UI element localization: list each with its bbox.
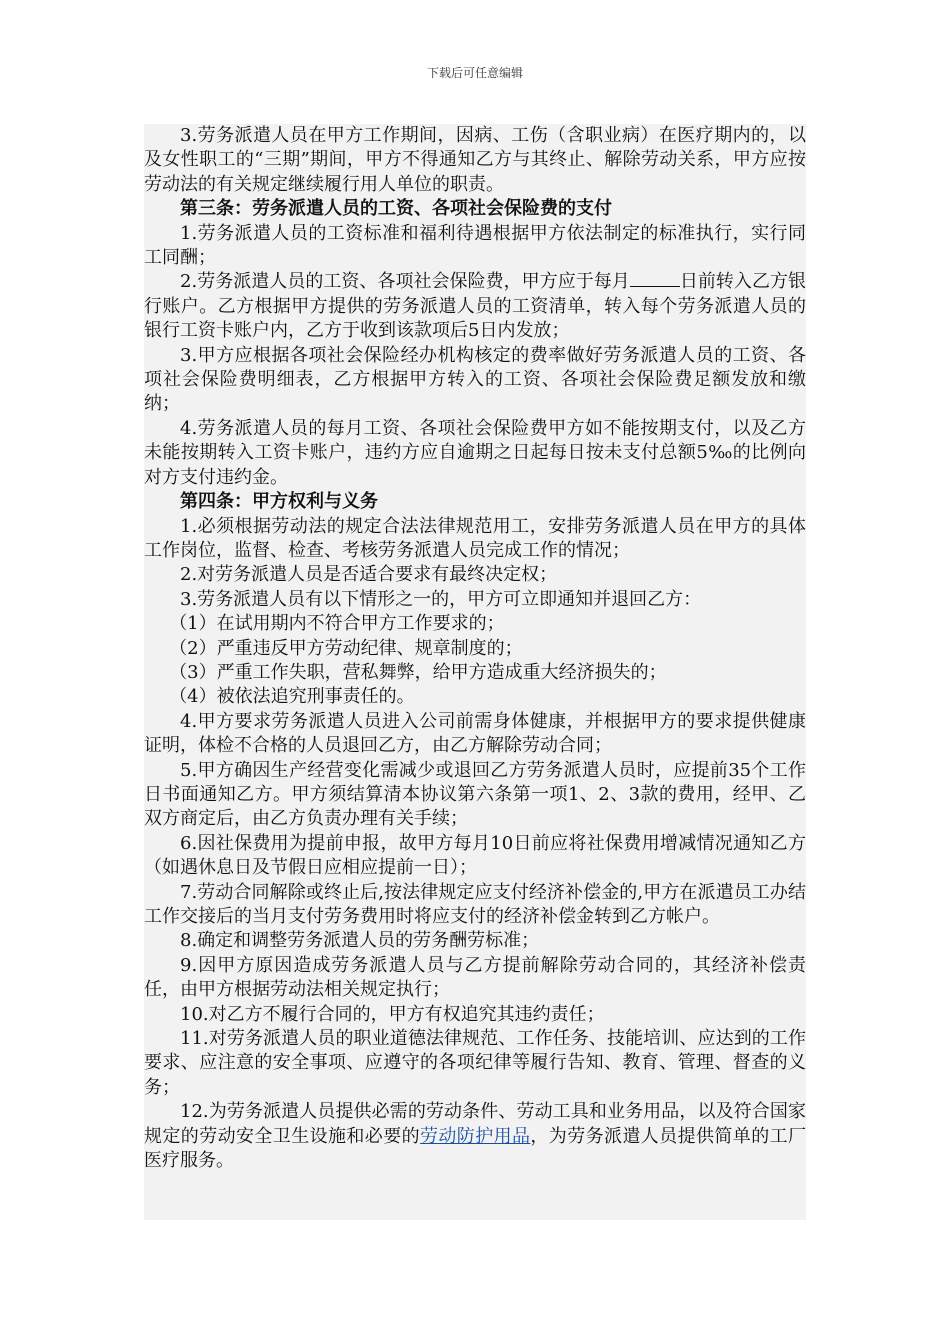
date-blank-field	[630, 270, 680, 287]
article-3-item-2-part-a: 2.劳务派遣人员的工资、各项社会保险费，甲方应于每月	[180, 271, 630, 293]
article-4-item-2: 2.对劳务派遣人员是否适合要求有最终决定权；	[180, 564, 558, 586]
page-header-note: 下载后可任意编辑	[426, 66, 523, 80]
article-3-item-2-part-b: 日前转入乙方银行账户。乙方根据甲方提供的劳务派遣人员的工资清单，转入每个劳务派遣人员的银行工资卡账户内，乙方于收到该款项后5日内发放；	[144, 271, 806, 342]
article-3-heading: 第三条：劳务派遣人员的工资、各项社会保险费的支付	[180, 198, 612, 220]
article-4-item-3-sub-4: （4）被依法追究刑事责任的。	[169, 686, 415, 708]
article-3-item-1: 1.劳务派遣人员的工资标准和福利待遇根据甲方依法制定的标准执行，实行同工同酬；	[144, 222, 806, 269]
article-3-item-4: 4.劳务派遣人员的每月工资、各项社会保险费甲方如不能按期支付，以及乙方未能按期转入工资卡账户，违约方应自逾期之日起每日按未支付总额5‰的比例向对方支付违约金。	[144, 417, 806, 488]
article-4-item-10: 10.对乙方不履行合同的，甲方有权追究其违约责任；	[180, 1003, 605, 1025]
article-3-item-3: 3.甲方应根据各项社会保险经办机构核定的费率做好劳务派遣人员的工资、各项社会保险费明细表，乙方根据甲方转入的工资、各项社会保险费足额发放和缴纳；	[144, 344, 806, 415]
article-4-item-7: 7.劳动合同解除或终止后,按法律规定应支付经济补偿金的,甲方在派遣员工办结工作交接后的当月支付劳务费用时将应支付的经济补偿金转到乙方帐户。	[144, 881, 806, 927]
article-4-item-6: 6.因社保费用为提前申报，故甲方每月10日前应将社保费用增减情况通知乙方（如遇休息日及节假日应相应提前一日）；	[144, 832, 806, 879]
article-4-item-5: 5.甲方确因生产经营变化需减少或退回乙方劳务派遣人员时，应提前35个工作日书面通知乙方。甲方须结算清本协议第六条第一项1、2、3款的费用，经甲、乙双方商定后，由乙方负责办理有关手续；	[144, 759, 806, 830]
protective-equipment-link[interactable]: 劳动防护用品	[420, 1125, 531, 1147]
article-4-item-4: 4.甲方要求劳务派遣人员进入公司前需身体健康，并根据甲方的要求提供健康证明，体检不合格的人员退回乙方，由乙方解除劳动合同；	[144, 710, 806, 757]
article-4-item-3-sub-1: （1）在试用期内不符合甲方工作要求的；	[169, 613, 505, 635]
article-4-item-3-sub-2: （2）严重违反甲方劳动纪律、规章制度的；	[169, 637, 523, 659]
article-4-item-3-sub-3: （3）严重工作失职，营私舞弊，给甲方造成重大经济损失的；	[169, 661, 667, 683]
paragraph-3-sick-leave: 3.劳务派遣人员在甲方工作期间，因病、工伤（含职业病）在医疗期内的，以及女性职工的“三期”期间，甲方不得通知乙方与其终止、解除劳动关系，甲方应按劳动法的有关规定继续履行用人单位的职责。	[144, 125, 806, 195]
article-4-item-11: 11.对劳务派遣人员的职业道德法律规范、工作任务、技能培训、应达到的工作要求、应注意的安全事项、应遵守的各项纪律等履行告知、教育、管理、督查的义务；	[144, 1028, 806, 1098]
article-4-heading: 第四条：甲方权利与义务	[180, 491, 378, 513]
article-4-item-3: 3.劳务派遣人员有以下情形之一的，甲方可立即通知并退回乙方：	[180, 588, 702, 610]
article-4-item-9: 9.因甲方原因造成劳务派遣人员与乙方提前解除劳动合同的，其经济补偿责任，由甲方根据劳动法相关规定执行；	[144, 954, 806, 1001]
document-body	[144, 124, 806, 1220]
article-4-item-1: 1.必须根据劳动法的规定合法法律规范用工，安排劳务派遣人员在甲方的具体工作岗位，监督、检查、考核劳务派遣人员完成工作的情况；	[144, 515, 806, 561]
article-4-item-12-part-b: ，为劳务派遣人员提供简单的工厂医疗服务。	[144, 1125, 806, 1172]
article-4-item-12	[144, 1100, 806, 1173]
article-3-item-2	[144, 270, 806, 343]
article-4-item-12-part-a: 12.为劳务派遣人员提供必需的劳动条件、劳动工具和业务用品，以及符合国家规定的劳动安全卫生设施和必要的	[144, 1101, 806, 1147]
article-4-item-8: 8.确定和调整劳务派遣人员的劳务酬劳标准；	[180, 930, 540, 952]
